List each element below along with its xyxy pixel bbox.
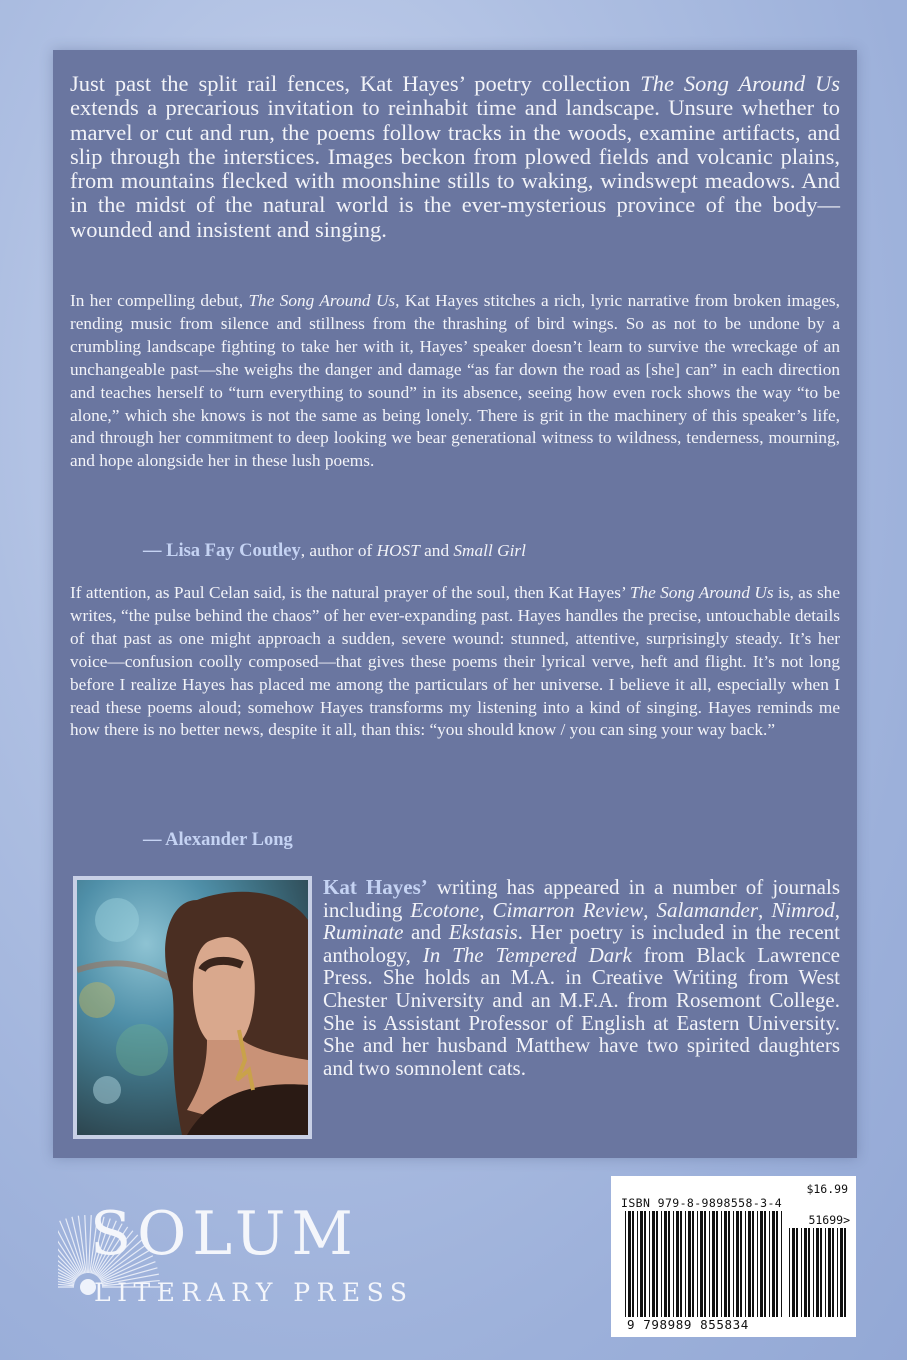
attribution-dash: — (143, 830, 166, 850)
reviewer-book-1: HOST (376, 541, 420, 560)
addon-code: 51699> (808, 1213, 850, 1227)
barcode-main-icon (625, 1211, 785, 1317)
intro-text-1: Just past the split rail fences, Kat Hayes’ poetry collection (70, 71, 641, 96)
review1-text-2: Kat Hayes stitches a rich, lyric narrative from broken images, rending music from silence and stillness from the thrashing of bird wings. So as not to be undone by a crumbling landscape fighting to take her with it, Hayes’ speaker doesn’t learn to survive the wreckage of an unchangeable past—she weighs the danger and damage “as far down the road as [she] can” in each direction and teaches herself to “turn everything to sound” in its absence, seeing how even rock shows the way “to be alone,” which she knows is not the same as being lonely. There is grit in the machinery of this speaker’s life, and through her commitment to deep looking we bear generational witness to wildness, tenderness, mourning, and hope alongside her in these lush poems. (70, 291, 840, 471)
bio-and: and (403, 920, 449, 945)
reviewer-name: Lisa Fay Coutley (166, 541, 301, 561)
bio-anthology: In The Tempered Dark (422, 942, 632, 967)
review1-book-title: The Song Around Us, (248, 291, 400, 310)
review2-text-1: If attention, as Paul Celan said, is the natural prayer of the soul, then Kat Hayes’ (70, 583, 630, 602)
review1-text-1: In her compelling debut, (70, 291, 249, 310)
barcode-number: 9 798989 855834 (627, 1317, 749, 1332)
author-photo (73, 876, 312, 1139)
intro-blurb (70, 72, 840, 242)
review-coutley-attribution (143, 541, 526, 562)
bio-comma: , (643, 897, 657, 922)
journal-cimarron: Cimarron Review (492, 897, 644, 922)
bio-author-name: Kat Hayes’ (323, 875, 428, 899)
price-label: $16.99 (806, 1182, 848, 1196)
reviewer-suffix: , author of (300, 541, 377, 560)
isbn-label: ISBN 979-8-9898558-3-4 (621, 1196, 783, 1210)
reviewer-book-2: Small Girl (453, 541, 526, 560)
review2-text-2: is, as she writes, “the pulse behind the chaos” of her ever-expanding past. Hayes handles the precise, untouchable details of that past as one might approach a sudden, severe wound: stunned, attentive, surprisingly steady. It’s her voice—confusion coolly composed—that gives these poems their lyrical verve, heft and flight. It’s not long before I realize Hayes has placed me among the particulars of her universe. I believe it all, especially when I read these poems aloud; somehow Hayes transforms my listening into a kind of singing. Hayes reminds me how there is no better news, despite it all, than this: “you should know / you can sing your way back.” (70, 583, 840, 740)
author-bio (323, 876, 840, 1079)
reviewer-and: and (419, 541, 454, 560)
bio-comma: , (479, 897, 493, 922)
bio-text-3: from Black Lawrence Press. She holds an M.A. in Creative Writing from West Chester University and an M.F.A. from Rosemont College. She is Assistant Professor of English at Eastern University. She and her husband Matthew have two spirited daughters and two somnolent cats. (323, 942, 840, 1080)
intro-book-title: The Song Around Us (640, 71, 840, 96)
bio-comma: , (758, 897, 772, 922)
isbn-barcode (611, 1176, 856, 1337)
author-portrait-image (77, 880, 308, 1135)
journal-salamander: Salamander (656, 897, 759, 922)
bio-text-2: . Her poetry is included in the recent anthology, (323, 920, 840, 967)
journal-ruminate: Ruminate (323, 920, 404, 945)
barcode-addon-icon (789, 1228, 849, 1317)
publisher-subtitle: LITERARY PRESS (94, 1278, 414, 1307)
reviewer-name: Alexander Long (165, 830, 293, 850)
review2-book-title: The Song Around Us (629, 583, 774, 602)
intro-text-2: extends a precarious invitation to reinhabit time and landscape. Unsure whether to marvel or cut and run, the poems follow tracks in the woods, examine artifacts, and slip through the interstices. Images beckon from plowed fields and volcanic plains, from mountains flecked with moonshine stills to waking, windswept meadows. And in the midst of the natural world is the ever-mysterious province of the body—wounded and insistent and singing. (70, 95, 840, 242)
review-long-attribution (143, 830, 293, 851)
journal-ecotone: Ecotone (410, 897, 480, 922)
review-coutley (70, 290, 840, 473)
bio-text-1: writing has appeared in a number of journals including (323, 875, 840, 922)
journal-nimrod: Nimrod (771, 897, 835, 922)
journal-ekstasis: Ekstasis (448, 920, 518, 945)
review-long (70, 582, 840, 742)
bio-comma: , (834, 897, 840, 922)
back-cover-panel (53, 50, 857, 1158)
publisher-name: SOLUM (90, 1199, 359, 1269)
attribution-dash: — (143, 541, 167, 561)
